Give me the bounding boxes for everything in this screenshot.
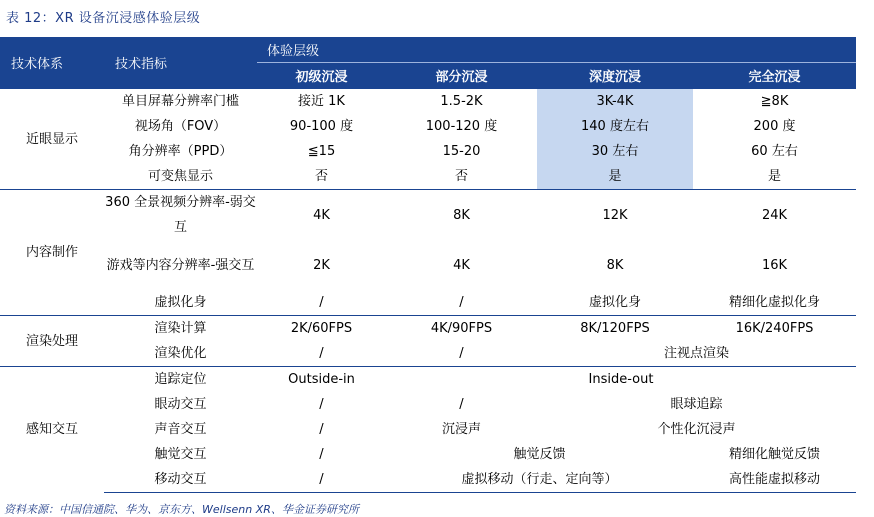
table-cell: 精细化虚拟化身 (729, 295, 821, 310)
section-rendering: 渲染处理 (0, 316, 104, 367)
table-row (0, 341, 856, 367)
table-cell: / (319, 295, 324, 310)
table-cell: 4K (453, 257, 470, 273)
indicator-cell: 360 全景视频分辨率-弱交互 (104, 190, 257, 241)
table-cell: 1.5-2K (386, 89, 537, 115)
table-row (0, 139, 856, 164)
table-cell: 4K (257, 190, 386, 241)
table-cell: 8K/120FPS (537, 316, 693, 342)
table-caption: 表 12：XR 设备沉浸感体验层级 (6, 11, 201, 26)
table-cell: 高性能虚拟移动 (693, 467, 856, 493)
table-cell: 否 (454, 169, 468, 184)
table-cell: 是 (768, 169, 782, 184)
table-cell: 8K (386, 190, 537, 241)
indicator-cell: 声音交互 (154, 422, 207, 437)
header-experience: 体验层级 (257, 37, 856, 63)
table-cell: 沉浸声 (441, 422, 481, 437)
table-row (0, 316, 856, 342)
table-cell: 个性化沉浸声 (657, 422, 736, 437)
highlighted-cell: 30 左右 (537, 139, 693, 164)
section-content-production: 内容制作 (0, 190, 104, 316)
table-cell: 触觉反馈 (513, 447, 566, 462)
table-cell: 90-100 度 (289, 119, 354, 134)
header-level-partial: 部分沉浸 (386, 63, 537, 89)
table-cell: 精细化触觉反馈 (729, 447, 821, 462)
section-perception-interaction: 感知交互 (0, 367, 104, 493)
table-cell: 虚拟移动（行走、定向等） (386, 467, 693, 493)
table-row (0, 190, 856, 241)
table-cell: 200 度 (753, 119, 796, 134)
indicator-cell: 游戏等内容分辨率-强交互 (106, 257, 255, 273)
indicator-cell: 渲染优化 (154, 346, 207, 361)
table-cell: 12K (537, 190, 693, 241)
highlighted-cell: 3K-4K (537, 89, 693, 115)
table-cell: 2K/60FPS (257, 316, 386, 342)
table-cell: / (319, 346, 324, 361)
indicator-cell: 渲染计算 (104, 316, 257, 342)
table-row (0, 89, 856, 115)
table-cell: 100-120 度 (425, 119, 498, 134)
table-row (0, 240, 856, 290)
table-row (0, 467, 856, 493)
table-cell: 2K (313, 257, 330, 273)
indicator-cell: 虚拟化身 (154, 295, 207, 310)
header-category: 技术体系 (0, 37, 104, 89)
table-cell: ≧8K (693, 89, 856, 115)
indicator-cell: 角分辨率（PPD） (128, 144, 233, 159)
table-cell: 60 左右 (751, 144, 798, 159)
indicator-cell: 移动交互 (104, 467, 257, 493)
indicator-cell: 视场角（FOV） (134, 119, 227, 134)
xr-immersion-table (0, 37, 856, 493)
header-indicator: 技术指标 (104, 37, 257, 89)
table-cell: ≦15 (307, 144, 336, 159)
source-note: 资料来源：中国信通院、华为、京东方、Wellsenn XR、华金证券研究所 (4, 503, 359, 516)
table-row (0, 392, 856, 417)
table-cell: / (319, 397, 324, 412)
table-row (0, 114, 856, 139)
table-cell: Inside-out (386, 367, 856, 393)
table-cell: 15-20 (442, 144, 481, 159)
table-cell: 否 (314, 169, 328, 184)
table-cell: 16K/240FPS (693, 316, 856, 342)
indicator-cell: 触觉交互 (154, 447, 207, 462)
highlighted-cell: 是 (537, 164, 693, 190)
indicator-cell: 单目屏幕分辨率门槛 (104, 89, 257, 115)
indicator-cell: 眼动交互 (154, 397, 207, 412)
table-cell: 16K (761, 257, 788, 273)
table-row (0, 164, 856, 190)
table-row (0, 367, 856, 393)
table-row (0, 290, 856, 316)
table-cell: / (459, 295, 464, 310)
table-cell: 注视点渲染 (664, 346, 730, 361)
table-cell: 接近 1K (257, 89, 386, 115)
table-cell: 虚拟化身 (588, 295, 641, 310)
table-cell: / (319, 422, 324, 437)
header-level-full: 完全沉浸 (693, 63, 856, 89)
table-cell: Outside-in (257, 367, 386, 393)
indicator-cell: 追踪定位 (104, 367, 257, 393)
table-row (0, 417, 856, 442)
section-near-eye-display: 近眼显示 (0, 89, 104, 190)
indicator-cell: 可变焦显示 (147, 169, 213, 184)
table-cell: / (319, 447, 324, 462)
highlighted-cell: 140 度左右 (537, 114, 693, 139)
table-cell: 24K (693, 190, 856, 241)
table-cell: 4K/90FPS (386, 316, 537, 342)
header-level-basic: 初级沉浸 (257, 63, 386, 89)
table-cell: 8K (606, 257, 624, 273)
table-row (0, 442, 856, 467)
header-level-deep: 深度沉浸 (537, 63, 693, 89)
table-cell: 眼球追踪 (670, 397, 723, 412)
table-cell: / (459, 397, 464, 412)
table-cell: / (257, 467, 386, 493)
table-cell: / (459, 346, 464, 361)
